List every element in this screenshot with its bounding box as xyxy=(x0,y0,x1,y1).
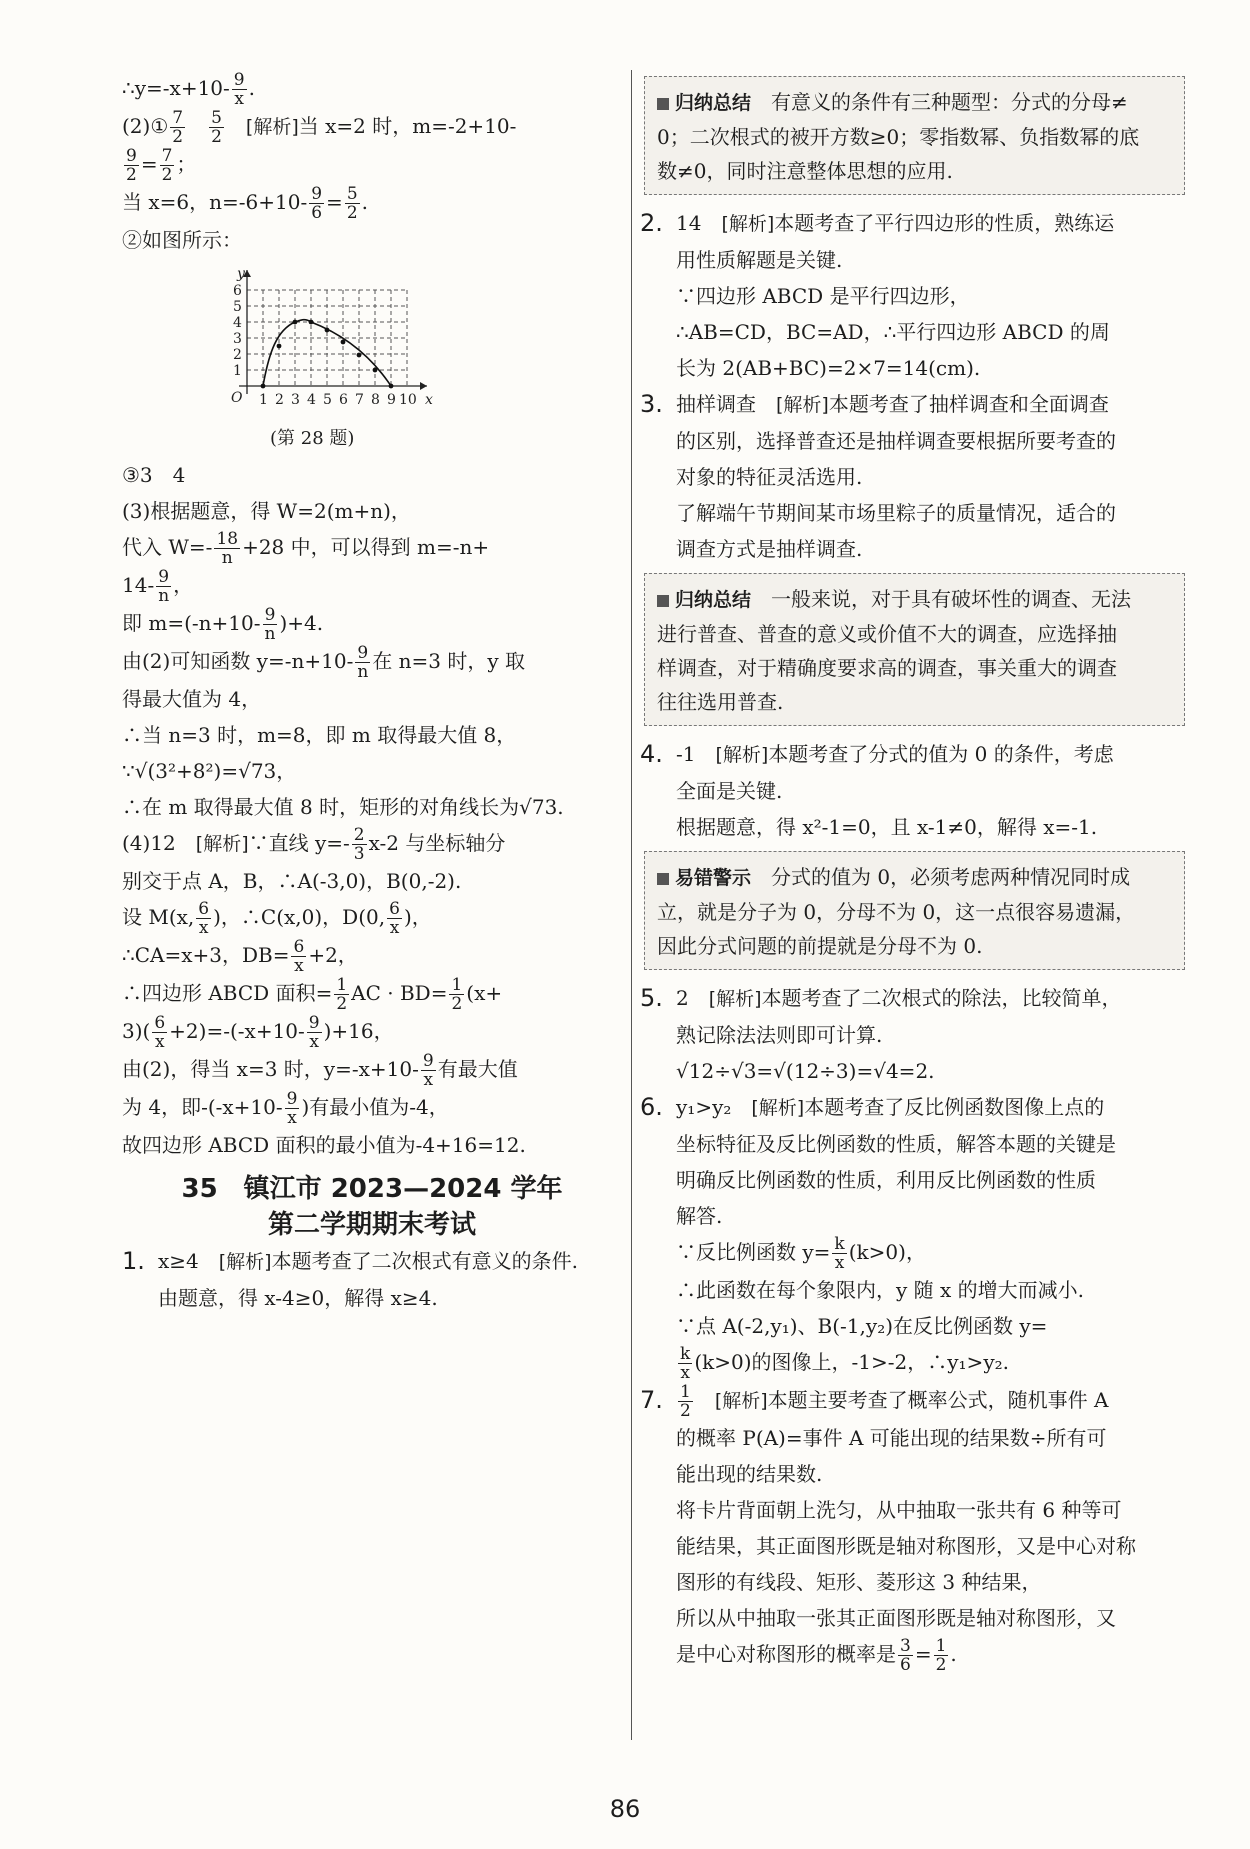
line: 0；二次根式的被开方数≥0；零指数幂、负指数幂的底 xyxy=(657,125,1140,149)
question-number: 4. xyxy=(640,740,663,768)
page-number: 86 xyxy=(609,1795,641,1823)
line: 明确反比例函数的性质，利用反比例函数的性质 xyxy=(676,1168,1096,1192)
fraction: $\frac{9}{x}$ xyxy=(308,1013,320,1052)
line: ∴此函数在每个象限内，y 随 x 的增大而减小. xyxy=(676,1278,1085,1302)
line: 14 [解析]本题考查了平行四边形的性质，熟练运 xyxy=(676,211,1115,235)
x-tick: 10 xyxy=(399,392,417,408)
line: 代入 W=- $\frac{18}{n}$ +28 中，可以得到 m=-n+ xyxy=(122,529,490,568)
line: ∴四边形 ABCD 面积= $\frac{1}{2}$ AC · BD= $\frac{1}{2}$ (x+ xyxy=(122,975,503,1014)
line: 易错警示 分式的值为 0，必须考虑两种情况同时成 xyxy=(657,860,1174,895)
warning-box xyxy=(644,851,1185,970)
function-graph xyxy=(217,260,437,410)
x-tick: 2 xyxy=(275,392,284,408)
fraction: $\frac{9}{x}$ xyxy=(286,1089,298,1128)
x-tick: 1 xyxy=(259,392,268,408)
line: ∵点 A(-2,y₁)、B(-1,y₂)在反比例函数 y= xyxy=(676,1314,1048,1338)
x-tick: 6 xyxy=(339,392,348,408)
origin-label: O xyxy=(231,390,243,406)
fraction: $\frac{7}{2}$ xyxy=(161,146,173,185)
fraction: $\frac{1}{2}$ xyxy=(336,975,348,1014)
box-title: 归纳总结 xyxy=(657,589,751,611)
line: 由(2)，得当 x=3 时，y=-x+10- $\frac{9}{x}$ 有最大值 xyxy=(122,1051,518,1090)
line: 了解端午节期间某市场里粽子的质量情况，适合的 xyxy=(676,501,1116,525)
question-number: 7. xyxy=(640,1386,663,1414)
question-7 xyxy=(640,1382,1185,1674)
line: ②如图所示： xyxy=(122,228,242,252)
column-divider xyxy=(631,70,632,1740)
fraction: $\frac{1}{2}$ xyxy=(451,975,463,1014)
fraction: $\frac{k}{x}$ xyxy=(680,1344,691,1383)
line: ∴AB=CD，BC=AD，∴平行四边形 ABCD 的周 xyxy=(676,320,1110,344)
line: 由(2)可知函数 y=-n+10- $\frac{9}{n}$ 在 n=3 时，y 取 xyxy=(122,643,526,682)
line: 由题意，得 x-4≥0，解得 x≥4. xyxy=(158,1286,438,1310)
line: 即 m=(-n+10- $\frac{9}{n}$ )+4. xyxy=(122,605,324,644)
line: ∴y=-x+10- $\frac{9}{x}$ . xyxy=(122,70,255,109)
line: 进行普查、普查的意义或价值不大的调查，应选择抽 xyxy=(657,622,1117,646)
line: ∵四边形 ABCD 是平行四边形， xyxy=(676,284,970,308)
question-number: 2. xyxy=(640,209,663,237)
y-tick: 5 xyxy=(233,299,242,315)
line: 抽样调查 [解析]本题考查了抽样调查和全面调查 xyxy=(676,392,1109,416)
line: ∴CA=x+3，DB= $\frac{6}{x}$ +2， xyxy=(122,937,358,976)
right-column xyxy=(640,70,1185,1674)
fraction: $\frac{9}{2}$ xyxy=(126,146,137,185)
fraction: $\frac{9}{x}$ xyxy=(422,1051,434,1090)
fraction: $\frac{2}{3}$ xyxy=(353,825,365,864)
line: 样调查，对于精确度要求高的调查，事关重大的调查 xyxy=(657,656,1117,680)
line: 调查方式是抽样调查. xyxy=(676,537,863,561)
summary-box xyxy=(644,573,1185,726)
point xyxy=(357,353,362,358)
summary-box xyxy=(644,76,1185,195)
x-tick: 8 xyxy=(371,392,380,408)
line: 用性质解题是关键. xyxy=(676,248,843,272)
line: x≥4 [解析]本题考查了二次根式有意义的条件. xyxy=(158,1249,578,1273)
line: 故四边形 ABCD 面积的最小值为-4+16=12. xyxy=(122,1133,526,1157)
point xyxy=(277,344,282,349)
line: 2 [解析]本题考查了二次根式的除法，比较简单， xyxy=(676,986,1122,1010)
line: 熟记除法法则即可计算. xyxy=(676,1023,883,1047)
line: 对象的特征灵活选用. xyxy=(676,465,863,489)
point xyxy=(325,328,330,333)
figure-caption: (第 28 题) xyxy=(270,428,355,449)
line: 的概率 P(A)=事件 A 可能出现的结果数÷所有可 xyxy=(676,1426,1107,1450)
point xyxy=(389,384,394,389)
x-tick: 4 xyxy=(307,392,316,408)
question-1 xyxy=(122,1243,622,1316)
y-tick: 1 xyxy=(233,363,242,379)
line: (4)12 [解析]∵直线 y=- $\frac{2}{3}$ x-2 与坐标轴分 xyxy=(122,825,506,864)
point xyxy=(261,384,266,389)
question-number: 6. xyxy=(640,1093,663,1121)
y-tick: 4 xyxy=(233,315,242,331)
line: 往往选用普查. xyxy=(657,690,784,714)
line: ③3 4 xyxy=(122,463,186,487)
question-6 xyxy=(640,1089,1185,1382)
box-title: 易错警示 xyxy=(657,867,751,889)
fraction: $\frac{5}{2}$ xyxy=(346,184,358,223)
question-5 xyxy=(640,980,1185,1089)
line: ∴在 m 取得最大值 8 时，矩形的对角线长为√73. xyxy=(122,795,564,819)
fraction: $\frac{k}{x}$ xyxy=(834,1234,845,1273)
line: ∴当 n=3 时，m=8，即 m 取得最大值 8， xyxy=(122,723,517,747)
line: 能出现的结果数. xyxy=(676,1462,823,1486)
question-2 xyxy=(640,205,1185,386)
y-tick: 3 xyxy=(233,331,242,347)
fraction: $\frac{6}{x}$ xyxy=(293,937,305,976)
line: 因此分式问题的前提就是分母不为 0. xyxy=(657,934,983,958)
y-tick: 2 xyxy=(233,347,242,363)
line: 14- $\frac{9}{n}$ ， xyxy=(122,567,194,606)
line: ∵反比例函数 y= $\frac{k}{x}$ (k>0)， xyxy=(676,1234,926,1273)
line: 图形的有线段、矩形、菱形这 3 种结果， xyxy=(676,1570,1042,1594)
line: 归纳总结 一般来说，对于具有破坏性的调查、无法 xyxy=(657,582,1174,617)
line: 将卡片背面朝上洗匀，从中抽取一张共有 6 种等可 xyxy=(676,1498,1122,1522)
question-3 xyxy=(640,386,1185,567)
question-number: 5. xyxy=(640,984,663,1012)
fraction: $\frac{6}{x}$ xyxy=(154,1013,166,1052)
line: 根据题意，得 x²-1=0，且 x-1≠0，解得 x=-1. xyxy=(676,815,1098,839)
line: 得最大值为 4， xyxy=(122,687,262,711)
question-number: 1. xyxy=(122,1247,145,1275)
fraction: $\frac{9}{x}$ xyxy=(233,70,245,109)
fraction: $\frac{1}{2}$ xyxy=(935,1636,947,1675)
line: 数≠0，同时注意整体思想的应用. xyxy=(657,159,953,183)
line: 长为 2(AB+BC)=2×7=14(cm). xyxy=(676,356,981,380)
point xyxy=(309,320,314,325)
fraction: $\frac{9}{n}$ xyxy=(357,643,369,682)
x-axis-label: x xyxy=(425,392,433,408)
x-tick: 5 xyxy=(323,392,332,408)
fraction: $\frac{3}{6}$ xyxy=(900,1636,911,1675)
line: 当 x=6，n=-6+10- $\frac{9}{6}$ = $\frac{5}{2}$ . xyxy=(122,184,368,223)
point xyxy=(373,368,378,373)
line: 3)( $\frac{6}{x}$ +2)=-(-x+10- $\frac{9}{x}$ )+16， xyxy=(122,1013,394,1052)
fraction: $\frac{5}{2}$ xyxy=(211,108,222,147)
line: 立，就是分子为 0，分母不为 0，这一点很容易遗漏， xyxy=(657,900,1136,924)
question-4 xyxy=(640,736,1185,845)
line: 设 M(x, $\frac{6}{x}$ )，∴C(x,0)，D(0, $\frac{6}{x}$ )， xyxy=(122,899,432,938)
line: (3)根据题意，得 W=2(m+n)， xyxy=(122,499,411,523)
y-tick: 6 xyxy=(233,283,242,299)
x-tick: 9 xyxy=(387,392,396,408)
fraction: $\frac{6}{x}$ xyxy=(198,899,210,938)
fraction: $\frac{9}{6}$ xyxy=(311,184,323,223)
line: 是中心对称图形的概率是 $\frac{3}{6}$ = $\frac{1}{2}$ . xyxy=(676,1636,957,1675)
line: 全面是关键. xyxy=(676,779,783,803)
line: √12÷√3=√(12÷3)=√4=2. xyxy=(676,1059,935,1083)
left-column xyxy=(122,70,622,1316)
line: 归纳总结 有意义的条件有三种题型：分式的分母≠ xyxy=(657,85,1174,120)
fraction: $\frac{9}{n}$ xyxy=(264,605,276,644)
y-axis-label: y xyxy=(237,266,245,282)
line: $\frac{k}{x}$ (k>0)的图像上，-1>-2，∴y₁>y₂. xyxy=(680,1344,1009,1383)
fraction: $\frac{7}{2}$ xyxy=(172,108,184,147)
x-tick: 3 xyxy=(291,392,300,408)
line: 为 4，即-(-x+10- $\frac{9}{x}$ )有最小值为-4， xyxy=(122,1089,449,1128)
x-tick: 7 xyxy=(355,392,364,408)
line: 解答. xyxy=(676,1204,723,1228)
fraction: $\frac{9}{n}$ xyxy=(158,567,170,606)
line: y₁>y₂ [解析]本题考查了反比例函数图像上点的 xyxy=(676,1095,1105,1119)
line: 的区别，选择普查还是抽样调查要根据所要考查的 xyxy=(676,429,1116,453)
point xyxy=(293,320,298,325)
fraction: $\frac{1}{2}$ xyxy=(680,1382,691,1421)
line: 别交于点 A，B，∴A(-3,0)，B(0,-2). xyxy=(122,869,462,893)
line: 所以从中抽取一张其正面图形既是轴对称图形，又 xyxy=(676,1606,1116,1630)
point xyxy=(341,340,346,345)
line: -1 [解析]本题考查了分式的值为 0 的条件，考虑 xyxy=(676,742,1114,766)
line: 坐标特征及反比例函数的性质，解答本题的关键是 xyxy=(676,1132,1116,1156)
fraction: $\frac{6}{x}$ xyxy=(389,899,400,938)
line: $\frac{1}{2}$ [解析]本题主要考查了概率公式，随机事件 A xyxy=(680,1382,1109,1421)
box-title: 归纳总结 xyxy=(657,92,751,114)
line: $\frac{9}{2}$ = $\frac{7}{2}$ ； xyxy=(126,146,197,185)
line: (2)① $\frac{7}{2}$ $\frac{5}{2}$ [解析]当 x=2 时，m=-2+10- xyxy=(122,108,517,147)
question-number: 3. xyxy=(640,390,663,418)
line: 能结果，其正面图形既是轴对称图形，又是中心对称 xyxy=(676,1534,1136,1558)
section-title: 35 镇江市 2023—2024 学年 第二学期期末考试 xyxy=(181,1174,563,1240)
fraction: $\frac{18}{n}$ xyxy=(216,529,239,568)
line: ∵√(3²+8²)=√73， xyxy=(122,759,297,783)
